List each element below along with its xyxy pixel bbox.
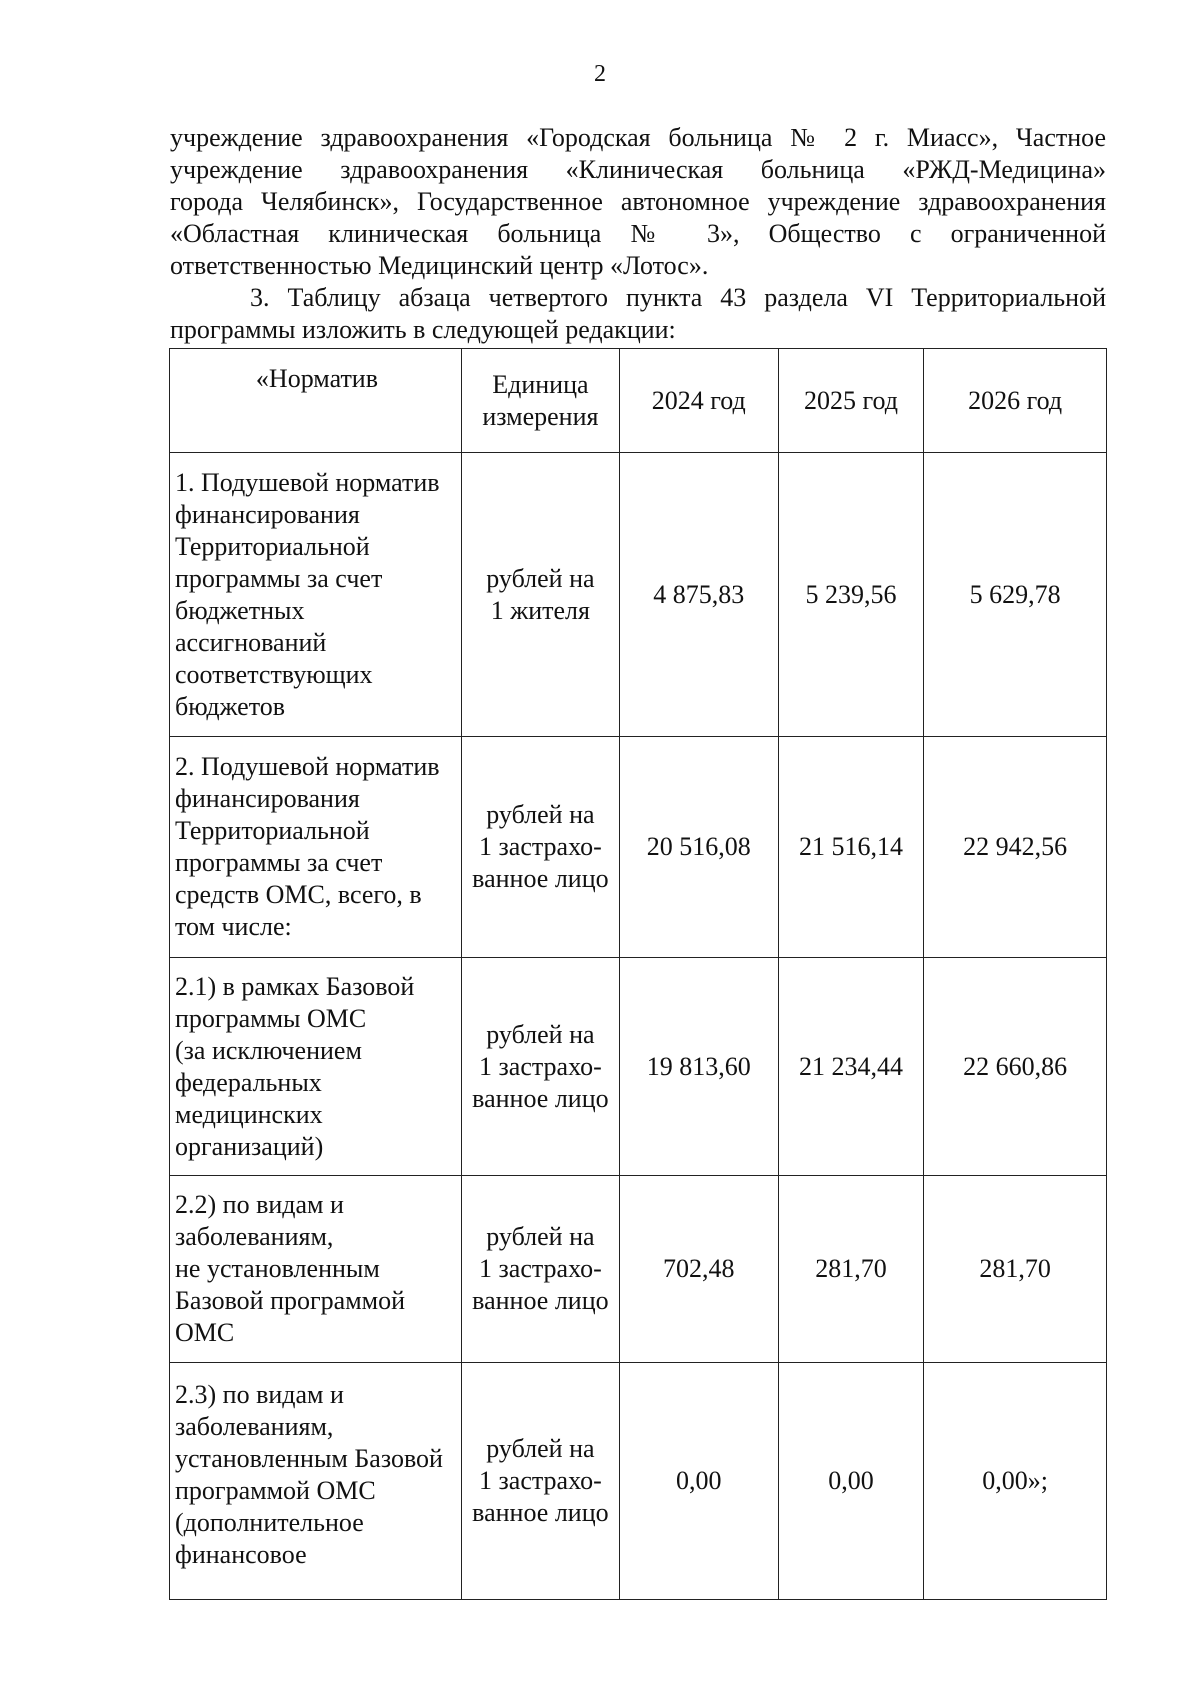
header-norm-text: «Норматив [255, 364, 378, 393]
norm-name-line: соответствующих [175, 659, 373, 689]
unit-line: рублей на [486, 1434, 595, 1463]
norm-name-line: программы за счет [175, 848, 383, 877]
value-2024: 20 516,08 [619, 737, 778, 958]
unit-line: ванное лицо [472, 864, 609, 893]
norm-name-line: средств ОМС, всего, в [175, 880, 422, 909]
norm-name-line: 2.1) в рамках Базовой [175, 971, 415, 1001]
unit-cell [461, 1176, 619, 1363]
unit-line: 1 застрахо- [479, 832, 602, 861]
unit-line: ванное лицо [472, 1498, 609, 1527]
intro-paragraph [170, 122, 1106, 282]
value-2026: 22 660,86 [924, 958, 1107, 1176]
intro-line: учреждение здравоохранения «Городская больница № 2 г. Миасс», Частное [170, 123, 1106, 152]
intro-line: ответственностью Медицинский центр «Лотос». [170, 251, 709, 280]
unit-line: ванное лицо [472, 1286, 609, 1315]
point-3-paragraph [170, 282, 1106, 346]
header-unit-text: измерения [482, 401, 599, 431]
point-line: 3. Таблицу абзаца четвертого пункта 43 раздела VI Территориальной [250, 283, 1106, 312]
value-2026: 0,00»; [924, 1363, 1107, 1600]
unit-line: рублей на [486, 800, 595, 829]
norm-name-line: бюджетов [175, 691, 286, 721]
norm-name-cell [170, 958, 462, 1176]
header-norm [170, 349, 462, 453]
norm-name-line: Территориальной [175, 816, 370, 845]
table-row [170, 1363, 1107, 1600]
norm-name-cell [170, 1176, 462, 1363]
norm-name-line: ассигнований [175, 627, 327, 657]
norm-name-line: 1. Подушевой норматив [175, 467, 440, 497]
point-line: программы изложить в следующей редакции: [170, 315, 676, 344]
value-2025: 281,70 [778, 1176, 924, 1363]
header-2025: 2025 год [778, 349, 924, 453]
intro-line: «Областная клиническая больница № 3», Общество с ограниченной [170, 219, 1106, 248]
norm-name-line: заболеваниям, [175, 1222, 334, 1251]
norm-name-line: 2. Подушевой норматив [175, 752, 440, 781]
norm-name-line: Базовой программой [175, 1286, 406, 1315]
norm-name-cell [170, 453, 462, 737]
value-2024: 702,48 [619, 1176, 778, 1363]
norm-name-line: установленным Базовой [175, 1444, 443, 1473]
value-2026: 5 629,78 [924, 453, 1107, 737]
header-2024: 2024 год [619, 349, 778, 453]
norm-name-line: том числе: [175, 912, 292, 941]
page-number: 2 [594, 61, 606, 87]
unit-cell [461, 1363, 619, 1600]
value-2025: 5 239,56 [778, 453, 924, 737]
norm-name-line: заболеваниям, [175, 1412, 334, 1441]
norm-name-line: финансирования [175, 499, 360, 529]
unit-line: рублей на [486, 563, 595, 593]
unit-line: рублей на [486, 1222, 595, 1251]
norm-name-line: программы за счет [175, 563, 383, 593]
value-2025: 21 516,14 [778, 737, 924, 958]
norm-name-line: программой ОМС [175, 1476, 376, 1505]
unit-line: 1 застрахо- [479, 1051, 602, 1081]
value-2024: 0,00 [619, 1363, 778, 1600]
header-unit-text: Единица [492, 369, 589, 399]
header-unit [461, 349, 619, 453]
unit-line: ванное лицо [472, 1083, 609, 1113]
header-2026: 2026 год [924, 349, 1107, 453]
norm-table [169, 348, 1107, 1600]
norm-name-line: медицинских [175, 1099, 323, 1129]
value-2026: 22 942,56 [924, 737, 1107, 958]
norm-name-line: программы ОМС [175, 1003, 367, 1033]
norm-name-line: не установленным [175, 1254, 380, 1283]
table-row [170, 453, 1107, 737]
norm-name-line: финансовое [175, 1540, 307, 1569]
value-2024: 19 813,60 [619, 958, 778, 1176]
norm-name-line: (дополнительное [175, 1508, 364, 1537]
intro-line: города Челябинск», Государственное автономное учреждение здравоохранения [170, 187, 1106, 216]
unit-line: 1 застрахо- [479, 1254, 602, 1283]
norm-name-line: (за исключением [175, 1035, 362, 1065]
unit-cell [461, 958, 619, 1176]
unit-cell [461, 737, 619, 958]
table-row [170, 737, 1107, 958]
unit-cell [461, 453, 619, 737]
norm-name-line: 2.2) по видам и [175, 1190, 344, 1219]
table-header-row [170, 349, 1107, 453]
norm-name-cell [170, 737, 462, 958]
table-row [170, 1176, 1107, 1363]
value-2025: 21 234,44 [778, 958, 924, 1176]
norm-name-line: ОМС [175, 1318, 235, 1347]
unit-line: рублей на [486, 1019, 595, 1049]
norm-name-line: организаций) [175, 1131, 324, 1161]
unit-line: 1 застрахо- [479, 1466, 602, 1495]
norm-name-line: бюджетных [175, 595, 305, 625]
norm-name-line: федеральных [175, 1067, 322, 1097]
norm-name-line: 2.3) по видам и [175, 1380, 344, 1409]
value-2025: 0,00 [778, 1363, 924, 1600]
intro-line: учреждение здравоохранения «Клиническая больница «РЖД-Медицина» [170, 155, 1106, 184]
norm-name-line: Территориальной [175, 531, 370, 561]
table-row [170, 958, 1107, 1176]
value-2026: 281,70 [924, 1176, 1107, 1363]
norm-name-cell [170, 1363, 462, 1600]
unit-line: 1 жителя [490, 595, 590, 625]
value-2024: 4 875,83 [619, 453, 778, 737]
norm-name-line: финансирования [175, 784, 360, 813]
